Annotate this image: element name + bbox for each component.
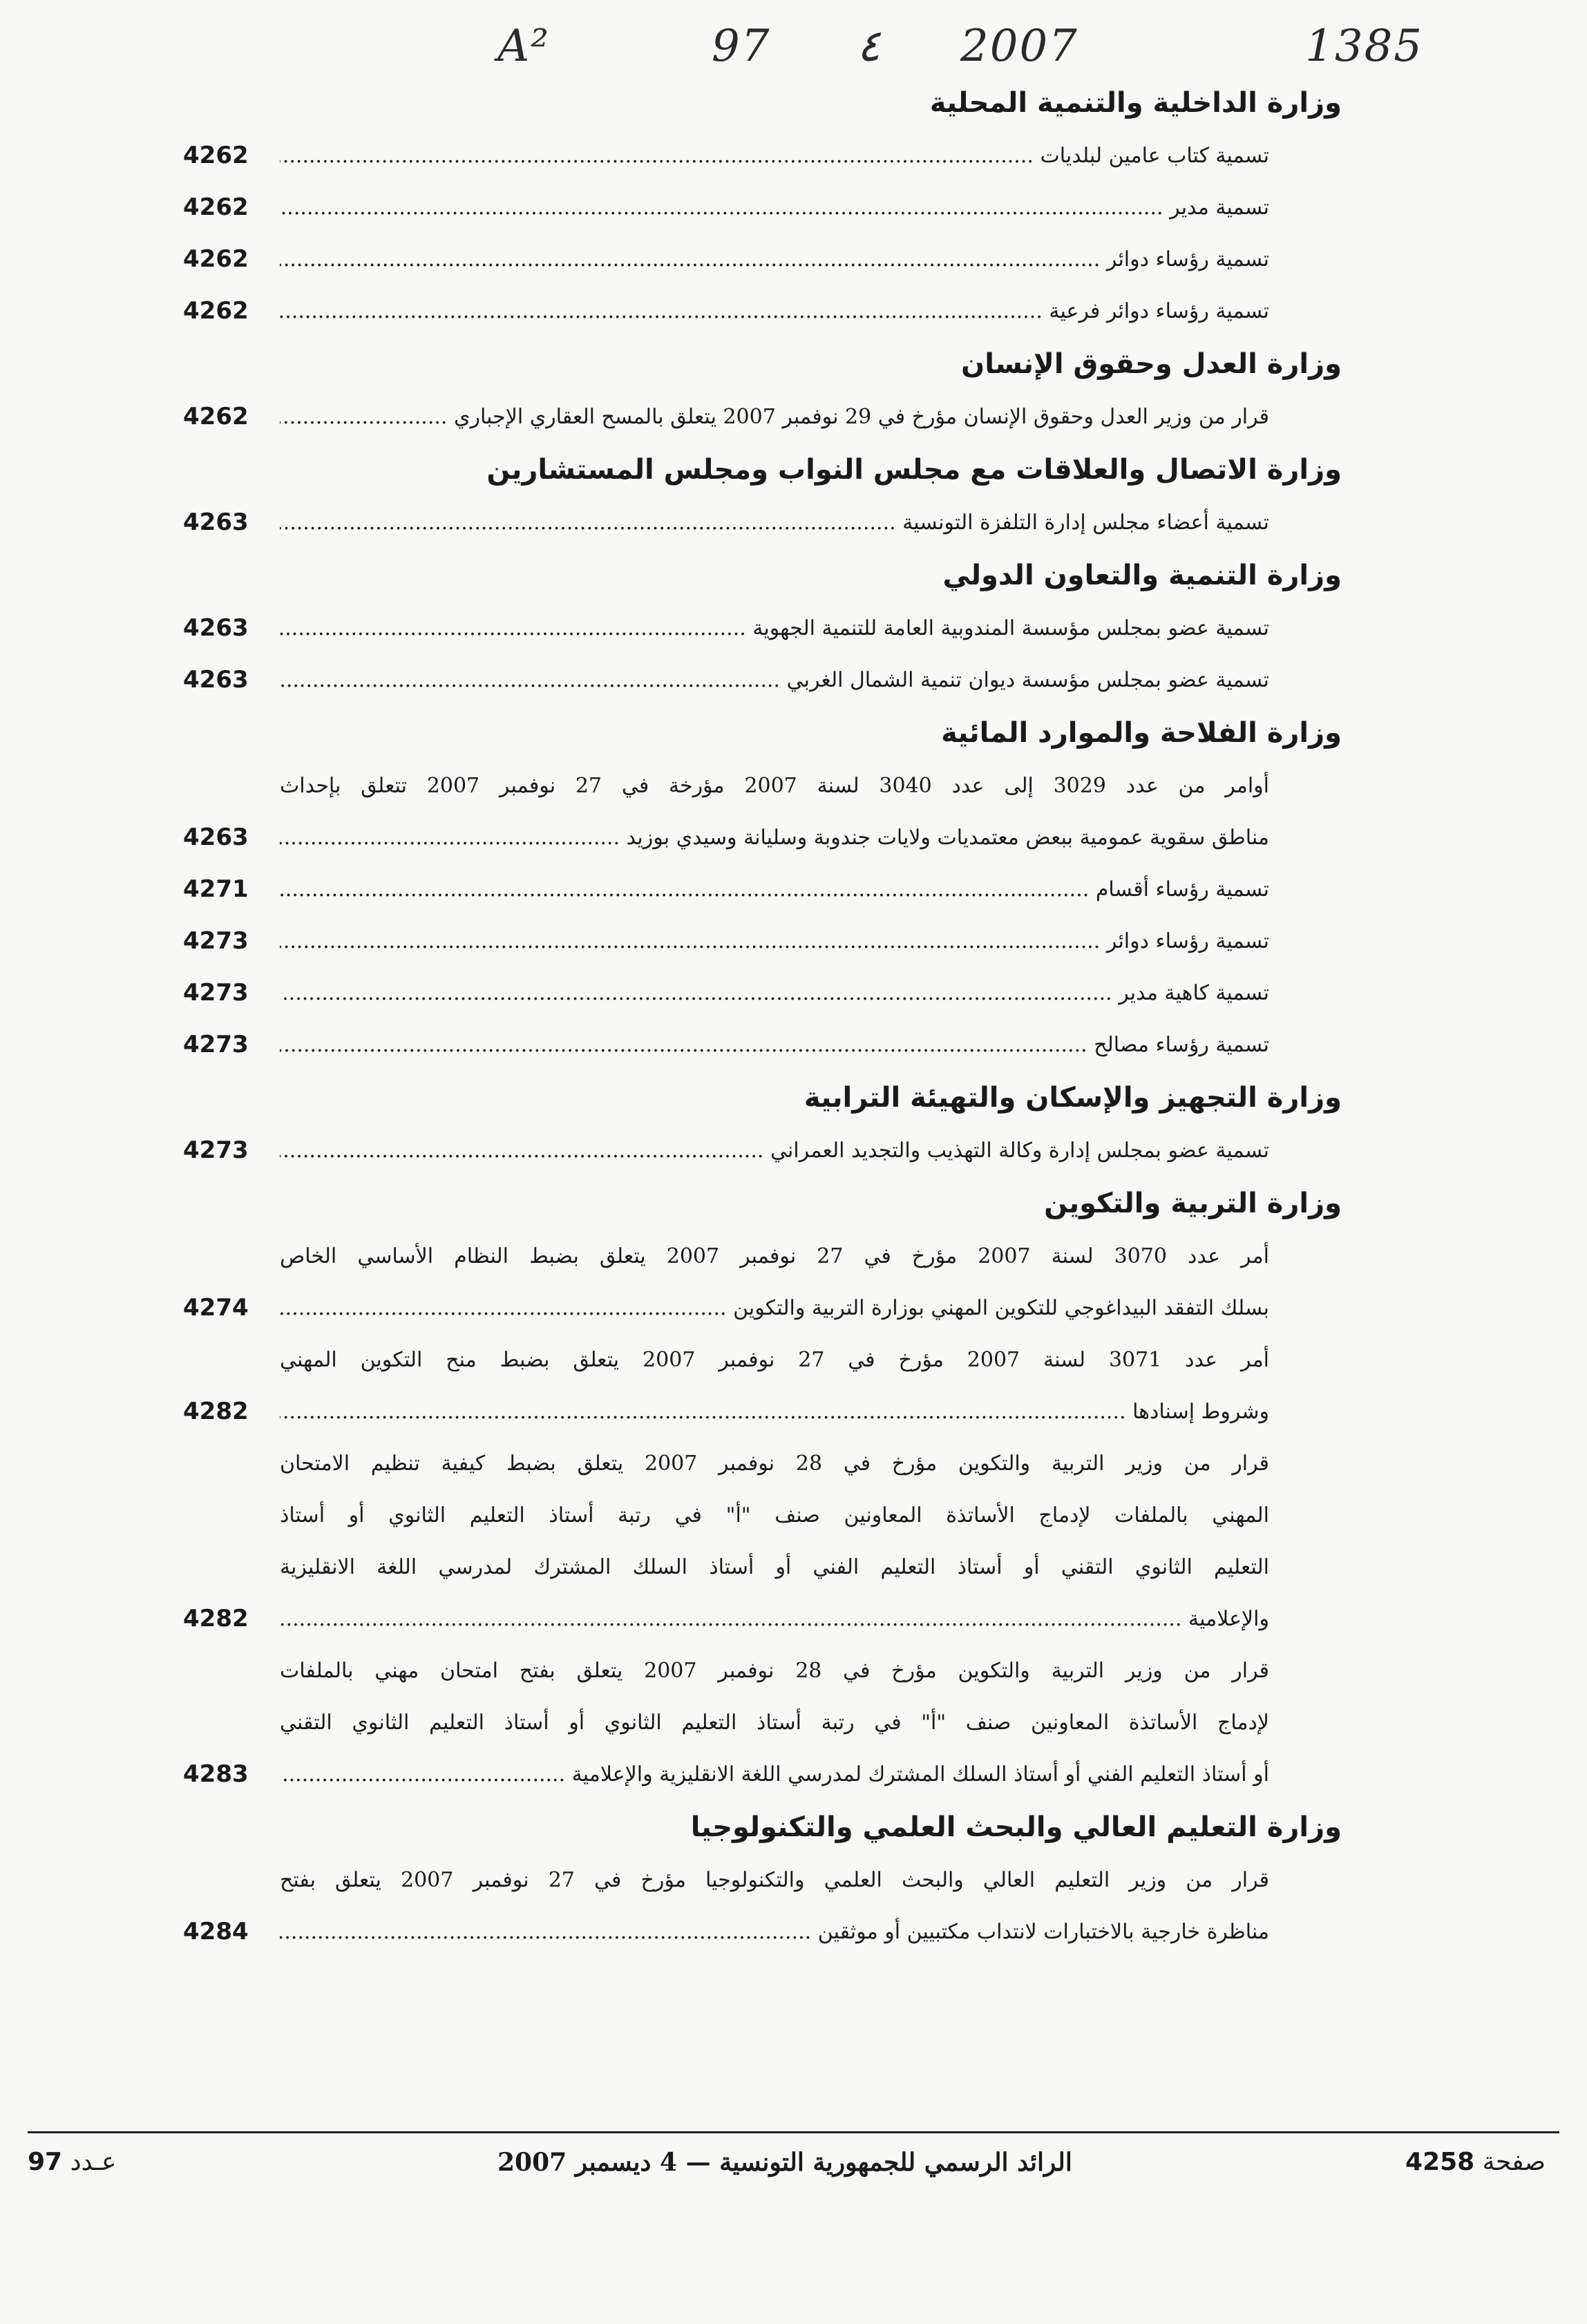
entry-page-number: 4282 bbox=[183, 1398, 249, 1425]
entry-text: قرار من وزير التربية والتكوين مؤرخ في 28 نوفمبر 2007 يتعلق بضبط كيفية تنظيم الامتحان bbox=[280, 1451, 1269, 1476]
entry-text: وشروط إسنادها ..... bbox=[280, 1386, 1269, 1438]
toc-entry bbox=[0, 1645, 1587, 1697]
toc-entry bbox=[0, 391, 1587, 443]
toc-entry bbox=[0, 967, 1587, 1019]
toc-entry bbox=[0, 1282, 1587, 1334]
entry-text: تسمية عضو بمجلس مؤسسة ديوان تنمية الشمال الغربي ..... bbox=[280, 654, 1269, 706]
page-footer bbox=[28, 2142, 1546, 2183]
toc-entry bbox=[0, 760, 1587, 812]
ministry-section bbox=[0, 1177, 1587, 1800]
entry-text: التعليم الثانوي التقني أو أستاذ التعليم الفني أو أستاذ السلك المشترك لمدرسي اللغة الانقليزية bbox=[280, 1555, 1269, 1579]
entry-text: أمر عدد 3071 لسنة 2007 مؤرخ في 27 نوفمبر 2007 يتعلق بضبط منح التكوين المهني bbox=[280, 1348, 1269, 1372]
entry-text: أوامر من عدد 3029 إلى عدد 3040 لسنة 2007 مؤرخة في 27 نوفمبر 2007 تتعلق بإحداث bbox=[280, 774, 1269, 798]
entry-page-number: 4262 bbox=[183, 297, 249, 325]
entry-text: قرار من وزير العدل وحقوق الإنسان مؤرخ في 29 نوفمبر 2007 يتعلق بالمسح العقاري الإجباري ..... bbox=[280, 391, 1269, 443]
entry-text: تسمية مدير ..... bbox=[280, 182, 1269, 234]
toc-entry bbox=[0, 130, 1587, 182]
toc-entry bbox=[0, 812, 1587, 864]
toc-entry bbox=[0, 234, 1587, 285]
handwritten-mark: 1385 bbox=[1305, 21, 1423, 72]
ministry-section bbox=[0, 1071, 1587, 1177]
ministry-heading: وزارة التربية والتكوين bbox=[1044, 1188, 1342, 1219]
entry-text: تسمية رؤساء مصالح ..... bbox=[280, 1019, 1269, 1071]
handwritten-mark: ٤ bbox=[857, 21, 881, 72]
entry-text: المهني بالملفات لإدماج الأساتذة المعاونين صنف "أ" في رتبة أستاذ التعليم الثانوي أو أستاذ bbox=[280, 1503, 1269, 1527]
entry-text: لإدماج الأساتذة المعاونين صنف "أ" في رتبة أستاذ التعليم الثانوي أو أستاذ التعليم الثانوي التقني bbox=[280, 1711, 1269, 1735]
ministry-heading: وزارة التجهيز والإسكان والتهيئة الترابية bbox=[804, 1082, 1342, 1114]
entry-text: مناظرة خارجية بالاختبارات لانتداب مكتبيين أو موثقين ..... bbox=[280, 1906, 1269, 1958]
entry-page-number: 4273 bbox=[183, 927, 249, 955]
entry-page-number: 4274 bbox=[183, 1294, 249, 1322]
toc-entry bbox=[0, 1438, 1587, 1489]
toc-entry bbox=[0, 1125, 1587, 1177]
entry-text: تسمية عضو بمجلس إدارة وكالة التهذيب والتجديد العمراني ..... bbox=[280, 1125, 1269, 1177]
handwritten-mark: 2007 bbox=[960, 21, 1078, 72]
toc-entry bbox=[0, 1906, 1587, 1958]
entry-page-number: 4273 bbox=[183, 979, 249, 1007]
entry-page-number: 4262 bbox=[183, 193, 249, 221]
ministry-heading: وزارة العدل وحقوق الإنسان bbox=[961, 348, 1342, 380]
entry-text: أمر عدد 3070 لسنة 2007 مؤرخ في 27 نوفمبر 2007 يتعلق بضبط النظام الأساسي الخاص bbox=[280, 1244, 1269, 1268]
toc-entry bbox=[0, 1019, 1587, 1071]
entry-text: تسمية رؤساء دوائر فرعية ..... bbox=[280, 285, 1269, 337]
ministry-heading: وزارة الاتصال والعلاقات مع مجلس النواب ومجلس المستشارين bbox=[486, 454, 1342, 486]
entry-page-number: 4284 bbox=[183, 1918, 249, 1945]
handwritten-mark: 97 bbox=[712, 21, 771, 72]
journal-title: الرائد الرسمي للجمهورية التونسية — 4 ديسمبر 2007 bbox=[497, 2148, 1072, 2177]
entry-page-number: 4263 bbox=[183, 823, 249, 851]
entry-page-number: 4263 bbox=[183, 666, 249, 694]
entry-page-number: 4263 bbox=[183, 614, 249, 642]
entry-text: تسمية أعضاء مجلس إدارة التلفزة التونسية ..... bbox=[280, 497, 1269, 549]
toc-entry bbox=[0, 1593, 1587, 1645]
entry-page-number: 4273 bbox=[183, 1031, 249, 1058]
entry-text: بسلك التفقد البيداغوجي للتكوين المهني بوزارة التربية والتكوين ..... bbox=[280, 1282, 1269, 1334]
entry-page-number: 4262 bbox=[183, 142, 249, 169]
ministry-section bbox=[0, 337, 1587, 443]
page-number: صفحة 4258 bbox=[1405, 2148, 1546, 2176]
ministry-section bbox=[0, 76, 1587, 337]
toc-entry bbox=[0, 1541, 1587, 1593]
ministry-section bbox=[0, 549, 1587, 706]
toc-entry bbox=[0, 497, 1587, 549]
toc-entry bbox=[0, 864, 1587, 915]
entry-text: أو أستاذ التعليم الفني أو أستاذ السلك المشترك لمدرسي اللغة الانقليزية والإعلامية ..... bbox=[280, 1749, 1269, 1800]
ministry-heading: وزارة الفلاحة والموارد المائية bbox=[941, 717, 1342, 749]
entry-page-number: 4262 bbox=[183, 403, 249, 430]
entry-text: تسمية عضو بمجلس مؤسسة المندوبية العامة للتنمية الجهوية ..... bbox=[280, 602, 1269, 654]
toc-entry bbox=[0, 602, 1587, 654]
toc-entry bbox=[0, 654, 1587, 706]
toc-entry bbox=[0, 1697, 1587, 1749]
handwritten-mark: A² bbox=[497, 21, 550, 72]
entry-page-number: 4282 bbox=[183, 1605, 249, 1632]
toc-entry bbox=[0, 1749, 1587, 1800]
entry-text: تسمية رؤساء أقسام ..... bbox=[280, 864, 1269, 915]
entry-text: قرار من وزير التربية والتكوين مؤرخ في 28 نوفمبر 2007 يتعلق بفتح امتحان مهني بالملفات bbox=[280, 1659, 1269, 1683]
toc-entry bbox=[0, 915, 1587, 967]
entry-text: قرار من وزير التعليم العالي والبحث العلمي والتكنولوجيا مؤرخ في 27 نوفمبر 2007 يتعلق بفتح bbox=[280, 1868, 1269, 1892]
ministry-heading: وزارة التنمية والتعاون الدولي bbox=[942, 560, 1342, 591]
entry-page-number: 4263 bbox=[183, 508, 249, 536]
entry-text: تسمية كاهية مدير ..... bbox=[280, 967, 1269, 1019]
toc-entry bbox=[0, 1230, 1587, 1282]
issue-number: عـدد 97 bbox=[28, 2148, 117, 2176]
table-of-contents bbox=[0, 76, 1587, 1958]
entry-text: تسمية كتاب عامين لبلديات ..... bbox=[280, 130, 1269, 182]
toc-entry bbox=[0, 285, 1587, 337]
ministry-section bbox=[0, 706, 1587, 1071]
entry-page-number: 4262 bbox=[183, 245, 249, 273]
ministry-heading: وزارة الداخلية والتنمية المحلية bbox=[929, 87, 1342, 119]
entry-text: تسمية رؤساء دوائر ..... bbox=[280, 915, 1269, 967]
entry-page-number: 4273 bbox=[183, 1136, 249, 1164]
entry-page-number: 4283 bbox=[183, 1760, 249, 1788]
toc-entry bbox=[0, 1386, 1587, 1438]
entry-text: مناطق سقوية عمومية ببعض معتمديات ولايات جندوبة وسليانة وسيدي بوزيد ..... bbox=[280, 812, 1269, 864]
entry-text: تسمية رؤساء دوائر ..... bbox=[280, 234, 1269, 285]
entry-text: والإعلامية ..... bbox=[280, 1593, 1269, 1645]
toc-entry bbox=[0, 182, 1587, 234]
ministry-heading: وزارة التعليم العالي والبحث العلمي والتكنولوجيا bbox=[690, 1811, 1342, 1843]
toc-entry bbox=[0, 1334, 1587, 1386]
entry-page-number: 4271 bbox=[183, 875, 249, 903]
toc-entry bbox=[0, 1854, 1587, 1906]
toc-entry bbox=[0, 1489, 1587, 1541]
ministry-section bbox=[0, 1800, 1587, 1958]
handwritten-annotation bbox=[497, 21, 1423, 83]
footer-divider bbox=[28, 2131, 1559, 2133]
ministry-section bbox=[0, 443, 1587, 549]
